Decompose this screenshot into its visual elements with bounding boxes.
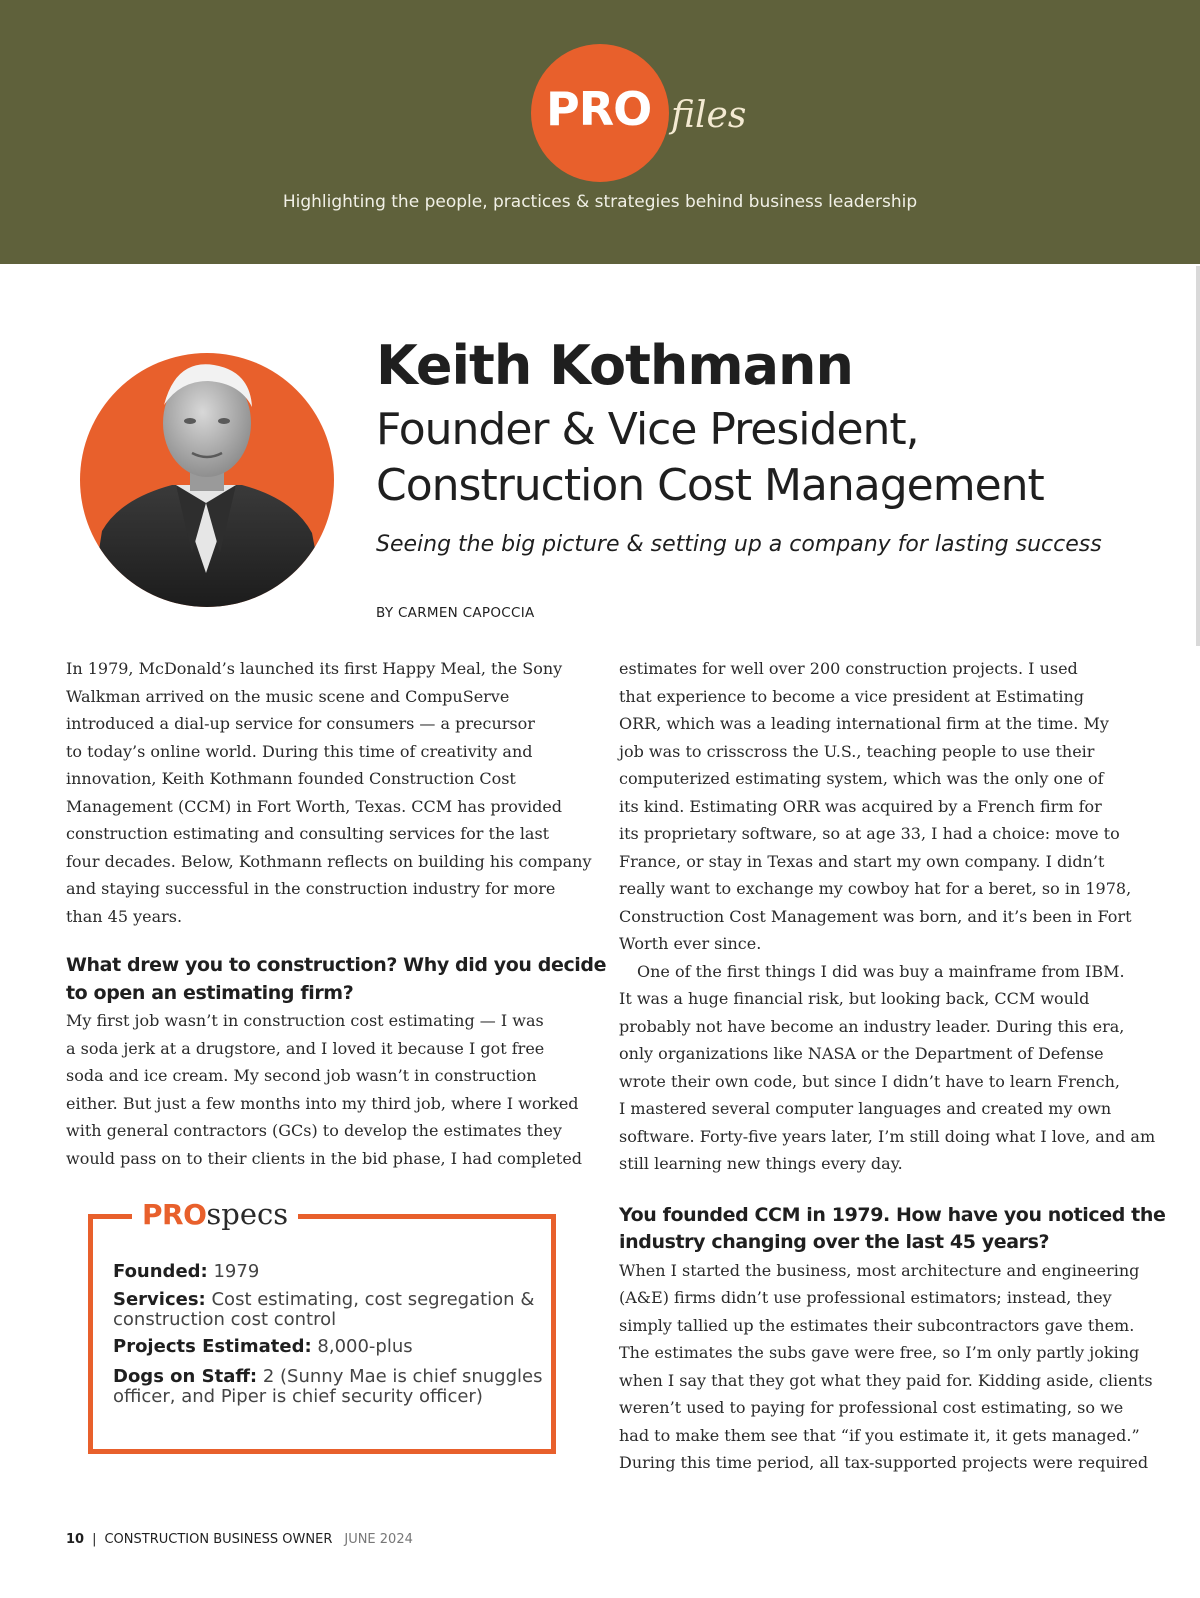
text-line: when I say that they got what they paid for. Kidding aside, clients bbox=[619, 1370, 1153, 1390]
text-line: During this time period, all tax-supported projects were required bbox=[619, 1453, 1149, 1472]
text-line: only organizations like NASA or the Department of Defense bbox=[619, 1044, 1104, 1063]
text-line: Management (CCM) in Fort Worth, Texas. CCM has provided bbox=[66, 796, 563, 816]
specs-title-pro: PRO bbox=[142, 1198, 207, 1231]
text-line: wrote their own code, but since I didn’t have to learn French, bbox=[619, 1071, 1120, 1091]
text-line: weren’t used to paying for professional cost estimating, so we bbox=[619, 1398, 1124, 1417]
right-column bbox=[619, 655, 1166, 1477]
text-line: When I started the business, most architecture and engineering bbox=[619, 1260, 1140, 1280]
text-line: It was a huge financial risk, but looking back, CCM would bbox=[619, 989, 1090, 1008]
logo-pro-text: PRO bbox=[546, 82, 652, 136]
spec-value: Cost estimating, cost segregation & bbox=[211, 1289, 535, 1310]
text-line: that experience to become a vice president at Estimating bbox=[619, 686, 1085, 706]
text-line: with general contractors (GCs) to develop the estimates they bbox=[66, 1121, 562, 1140]
pro-specs-title bbox=[132, 1196, 298, 1238]
body-paragraph bbox=[619, 655, 1139, 958]
spec-label: Founded: bbox=[113, 1261, 208, 1282]
text-line: My first job wasn’t in construction cost estimating — I was bbox=[66, 1011, 544, 1030]
text-line: four decades. Below, Kothmann reflects on building his company bbox=[66, 851, 592, 871]
text-line: Construction Cost Management was born, and it’s been in Fort bbox=[619, 906, 1132, 926]
text-line: estimates for well over 200 construction projects. I used bbox=[619, 659, 1078, 678]
text-line: soda and ice cream. My second job wasn’t in construction bbox=[66, 1066, 537, 1085]
spec-label: Dogs on Staff: bbox=[113, 1366, 258, 1387]
text-line: would pass on to their clients in the bid phase, I had completed bbox=[66, 1148, 583, 1168]
question-line: What drew you to construction? Why did you decide bbox=[66, 954, 607, 976]
pro-specs-box bbox=[88, 1214, 556, 1454]
spec-services bbox=[113, 1290, 543, 1330]
text-line: had to make them see that “if you estimate it, it gets managed.” bbox=[619, 1425, 1140, 1445]
article-deck: Seeing the big picture & setting up a company for lasting success bbox=[376, 532, 1102, 557]
text-line: and staying successful in the construction industry for more bbox=[66, 879, 556, 898]
text-line: innovation, Keith Kothmann founded Construction Cost bbox=[66, 769, 516, 788]
text-line: job was to crisscross the U.S., teaching people to use their bbox=[619, 741, 1095, 761]
text-line: simply tallied up the estimates their subcontractors gave them. bbox=[619, 1315, 1135, 1335]
page-number: 10 bbox=[66, 1532, 85, 1547]
spec-value: 1979 bbox=[213, 1261, 260, 1282]
text-line: One of the first things I did was buy a mainframe from IBM. bbox=[637, 961, 1125, 981]
text-line: computerized estimating system, which was the only one of bbox=[619, 769, 1104, 788]
role-line: Founder & Vice President, bbox=[376, 404, 919, 455]
text-line: than 45 years. bbox=[66, 906, 183, 926]
question-line: industry changing over the last 45 years? bbox=[619, 1231, 1050, 1253]
text-line: ORR, which was a leading international firm at the time. My bbox=[619, 714, 1109, 733]
question-heading bbox=[619, 1202, 1166, 1257]
spec-value: 2 (Sunny Mae is chief snuggles bbox=[262, 1366, 543, 1387]
text-line: its proprietary software, so at age 33, I had a choice: move to bbox=[619, 824, 1120, 843]
role-line: Construction Cost Management bbox=[376, 460, 1044, 511]
text-line: still learning new things every day. bbox=[619, 1154, 903, 1173]
text-line: France, or stay in Texas and start my own company. I didn’t bbox=[619, 851, 1105, 871]
text-line: I mastered several computer languages and created my own bbox=[619, 1099, 1112, 1118]
body-paragraph bbox=[619, 958, 1156, 1178]
question-line: You founded CCM in 1979. How have you noticed the bbox=[619, 1203, 1166, 1226]
page-footer bbox=[66, 1532, 413, 1547]
text-line: a soda jerk at a drugstore, and I loved it because I got free bbox=[66, 1038, 545, 1058]
portrait-photo bbox=[80, 353, 334, 607]
question-heading bbox=[66, 952, 607, 1007]
profile-name: Keith Kothmann bbox=[376, 334, 853, 397]
publication-name: CONSTRUCTION BUSINESS OWNER bbox=[104, 1532, 333, 1547]
intro-paragraph bbox=[66, 655, 592, 930]
answer-paragraph bbox=[66, 1007, 586, 1172]
text-line: In 1979, McDonald’s launched its first Happy Meal, the Sony bbox=[66, 659, 563, 678]
text-line: Worth ever since. bbox=[619, 934, 762, 953]
left-column bbox=[66, 655, 607, 1172]
issue-date: JUNE 2024 bbox=[344, 1532, 413, 1547]
text-line: really want to exchange my cowboy hat for a beret, so in 1978, bbox=[619, 879, 1132, 898]
text-line: probably not have become an industry leader. During this era, bbox=[619, 1016, 1125, 1036]
logo-files-text: files bbox=[671, 95, 747, 136]
text-line: Walkman arrived on the music scene and CompuServe bbox=[66, 686, 510, 706]
page-edge-mark bbox=[1196, 266, 1200, 646]
text-line: its kind. Estimating ORR was acquired by a French firm for bbox=[619, 796, 1102, 816]
text-line: The estimates the subs gave were free, so I’m only partly joking bbox=[619, 1343, 1140, 1362]
spec-value: officer, and Piper is chief security officer) bbox=[113, 1386, 483, 1407]
spec-value: 8,000-plus bbox=[317, 1336, 413, 1357]
footer-separator: | bbox=[92, 1532, 97, 1547]
spec-label: Services: bbox=[113, 1289, 206, 1310]
spec-founded bbox=[113, 1262, 543, 1282]
answer-paragraph bbox=[619, 1257, 1153, 1477]
banner-tagline: Highlighting the people, practices & strategies behind business leadership bbox=[282, 192, 918, 212]
spec-label: Projects Estimated: bbox=[113, 1336, 312, 1357]
text-line: either. But just a few months into my third job, where I worked bbox=[66, 1093, 579, 1113]
question-line: to open an estimating firm? bbox=[66, 981, 354, 1004]
byline: BY CARMEN CAPOCCIA bbox=[376, 605, 535, 621]
spec-value: construction cost control bbox=[113, 1309, 337, 1330]
profile-role bbox=[376, 402, 1176, 514]
text-line: (A&E) firms didn’t use professional estimators; instead, they bbox=[619, 1288, 1112, 1307]
text-line: construction estimating and consulting services for the last bbox=[66, 824, 550, 843]
text-line: to today’s online world. During this time of creativity and bbox=[66, 741, 533, 761]
text-line: introduced a dial-up service for consumers — a precursor bbox=[66, 714, 535, 733]
spec-dogs bbox=[113, 1367, 543, 1407]
spec-projects bbox=[113, 1337, 543, 1357]
specs-title-word: specs bbox=[206, 1197, 289, 1231]
text-line: software. Forty-five years later, I’m still doing what I love, and am bbox=[619, 1126, 1156, 1146]
